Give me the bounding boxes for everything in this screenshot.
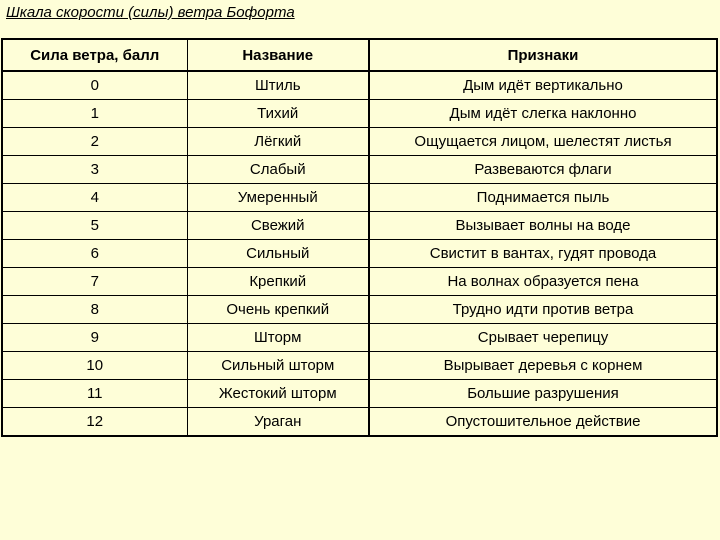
cell-signs: Трудно идти против ветра [369,296,717,324]
cell-signs: Срывает черепицу [369,324,717,352]
cell-signs: На волнах образуется пена [369,268,717,296]
cell-force: 8 [2,296,187,324]
cell-name: Крепкий [187,268,369,296]
table-row [2,100,717,128]
cell-signs: Ощущается лицом, шелестят листья [369,128,717,156]
cell-name: Свежий [187,212,369,240]
table-row [2,128,717,156]
cell-signs: Вырывает деревья с корнем [369,352,717,380]
cell-force: 3 [2,156,187,184]
table-row [2,352,717,380]
cell-force: 12 [2,408,187,437]
table-row [2,184,717,212]
cell-force: 1 [2,100,187,128]
cell-name: Штиль [187,71,369,100]
cell-name: Сильный шторм [187,352,369,380]
table-row [2,212,717,240]
cell-name: Умеренный [187,184,369,212]
cell-force: 9 [2,324,187,352]
cell-name: Ураган [187,408,369,437]
cell-signs: Поднимается пыль [369,184,717,212]
header-signs: Признаки [369,39,717,71]
cell-name: Очень крепкий [187,296,369,324]
cell-name: Сильный [187,240,369,268]
cell-signs: Развеваются флаги [369,156,717,184]
cell-force: 7 [2,268,187,296]
page-title: Шкала скорости (силы) ветра Бофорта [6,4,295,21]
table-row [2,296,717,324]
cell-signs: Свистит в вантах, гудят провода [369,240,717,268]
header-name: Название [187,39,369,71]
table-row [2,408,717,437]
cell-force: 11 [2,380,187,408]
cell-force: 0 [2,71,187,100]
table-row [2,324,717,352]
cell-force: 5 [2,212,187,240]
cell-signs: Вызывает волны на воде [369,212,717,240]
table-row [2,71,717,100]
cell-name: Лёгкий [187,128,369,156]
table-row [2,268,717,296]
cell-force: 6 [2,240,187,268]
cell-signs: Опустошительное действие [369,408,717,437]
cell-signs: Дым идёт вертикально [369,71,717,100]
cell-force: 2 [2,128,187,156]
cell-name: Жестокий шторм [187,380,369,408]
table-header-row [2,39,717,71]
header-force: Сила ветра, балл [2,39,187,71]
cell-name: Слабый [187,156,369,184]
cell-name: Шторм [187,324,369,352]
table-row [2,240,717,268]
cell-signs: Большие разрушения [369,380,717,408]
cell-name: Тихий [187,100,369,128]
cell-force: 10 [2,352,187,380]
table-row [2,380,717,408]
cell-signs: Дым идёт слегка наклонно [369,100,717,128]
table-row [2,156,717,184]
cell-force: 4 [2,184,187,212]
beaufort-scale-table [1,38,718,437]
